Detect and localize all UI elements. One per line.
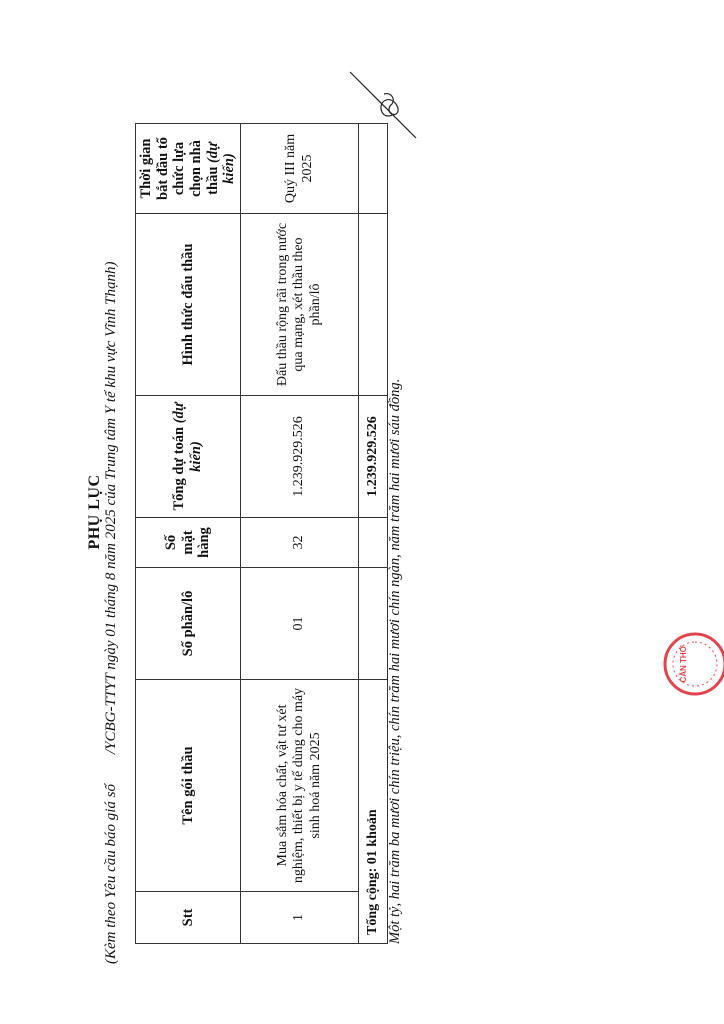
col-header-bidding-method: Hình thức đấu thầu (136, 214, 241, 396)
total-amount: 1.239.929.526 (359, 396, 388, 518)
bid-package-table (135, 123, 388, 944)
col-header-lot-count: Số phần/lô (136, 568, 241, 680)
estimate-note: (dự kiến) (171, 402, 205, 472)
cell-package-name: Mua sắm hóa chất, vật tư xét nghiệm, thiết bị y tế dùng cho máy sinh hoá năm 2025 (241, 680, 359, 892)
cell-bidding-method: Đấu thầu rộng rãi trong nước qua mạng, xét thầu theo phần/lô (241, 214, 359, 396)
page-subtitle (103, 262, 120, 965)
cell-lot-count: 01 (241, 568, 359, 680)
red-seal-stamp (660, 629, 724, 699)
subtitle-left: (Kèm theo Yêu cầu báo giá số (103, 784, 119, 964)
col-header-estimate (136, 396, 241, 518)
cell-estimate: 1.239.929.526 (241, 396, 359, 518)
signature-mark (346, 64, 426, 144)
col-header-item-count: Số mặt hàng (136, 518, 241, 568)
col-header-start-time (136, 124, 241, 214)
cell-stt: 1 (241, 892, 359, 944)
cell-start-time: Quý III năm 2025 (241, 124, 359, 214)
subtitle-right: /YCBG-TTYT ngày 01 tháng 8 năm 2025 của Trung tâm Y tế khu vực Vĩnh Thạnh) (103, 261, 119, 755)
start-time-note: (dự kiến) (204, 142, 238, 184)
amount-in-words: Một tỷ, hai trăm ba mươi chín triệu, chín trăm hai mươi chín ngàn, năm trăm hai mươi sáu đồng. (387, 378, 403, 944)
table-header-row (136, 124, 241, 944)
total-empty-lot (359, 568, 388, 680)
total-empty-method (359, 214, 388, 396)
cell-item-count: 32 (241, 518, 359, 568)
col-header-stt: Stt (136, 892, 241, 944)
total-label: Tổng cộng: 01 khoản (359, 680, 388, 944)
page-title: PHỤ LỤC (86, 474, 103, 550)
estimate-label: Tổng dự toán (171, 426, 188, 511)
total-empty-items (359, 518, 388, 568)
stamp-text: CẦN THƠ (679, 645, 688, 683)
col-header-package-name: Tên gói thầu (136, 680, 241, 892)
table-total-row (359, 124, 388, 944)
table-row (241, 124, 359, 944)
start-time-label: Thời gian bắt đầu tổ chức lựa chọn nhà thầu (138, 137, 221, 200)
